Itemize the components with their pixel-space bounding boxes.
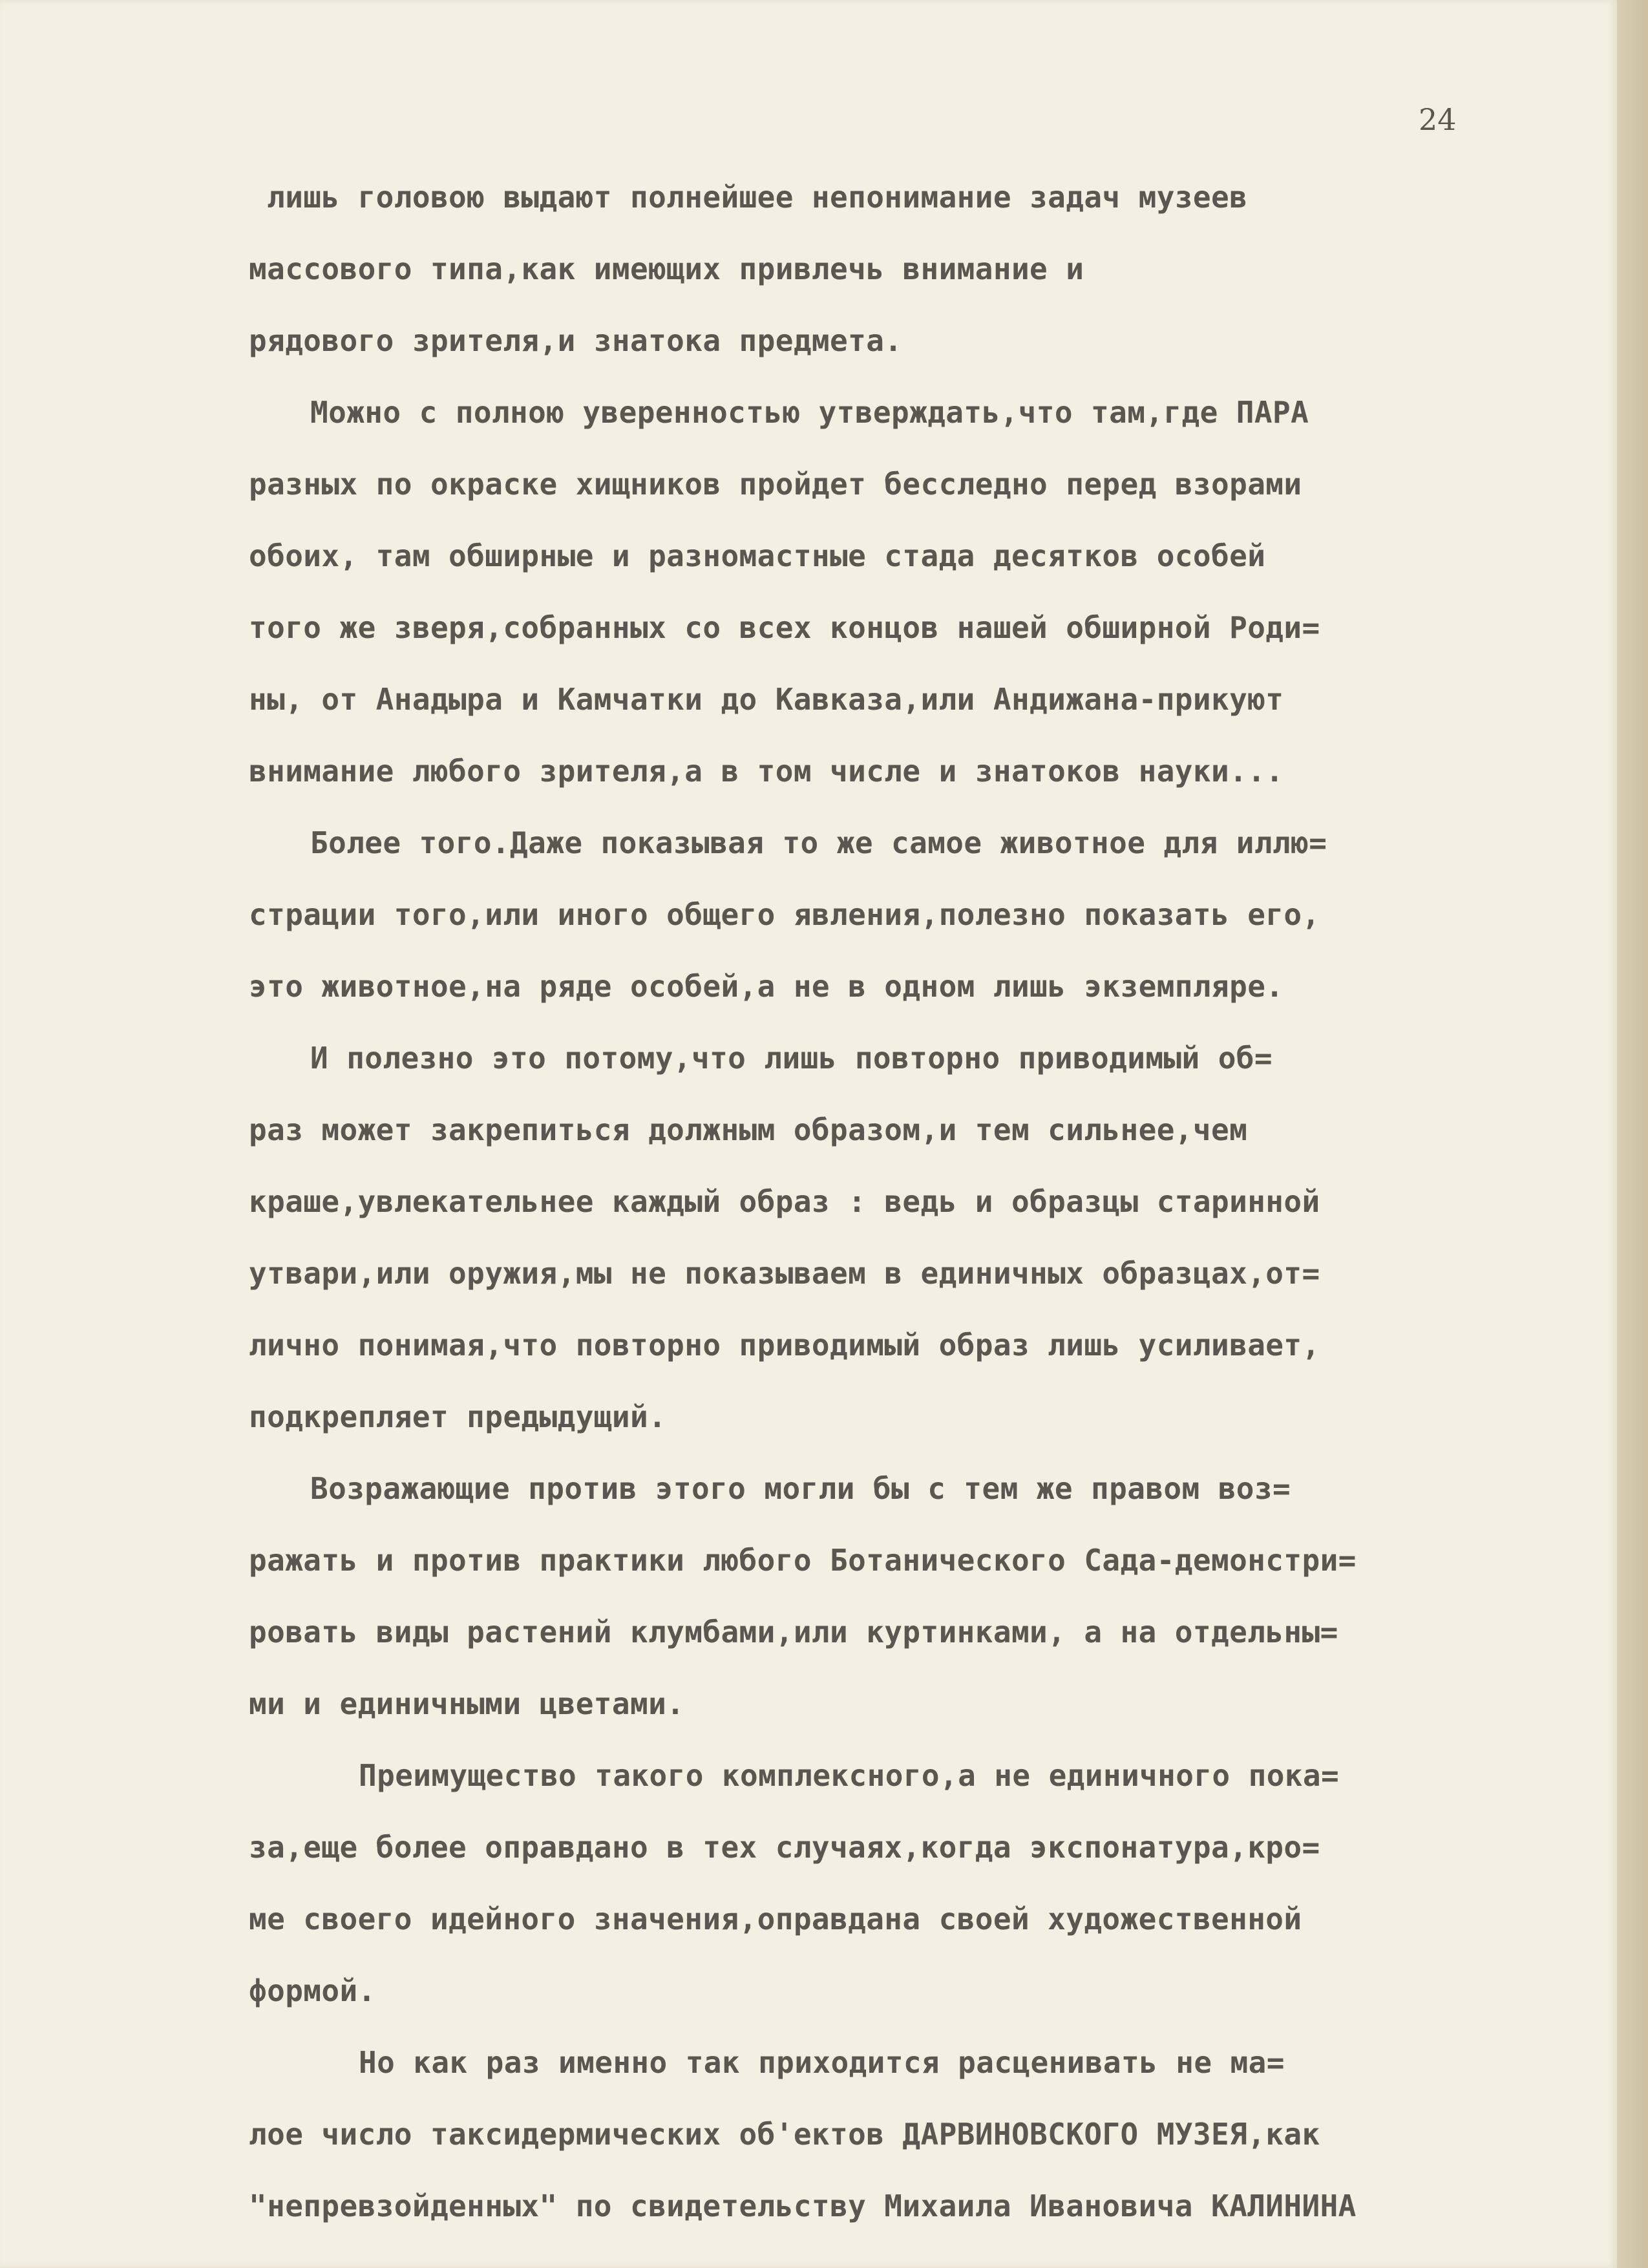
text-line: рядового зрителя,и знатока предмета. [249,323,903,358]
text-line: за,еще более оправдано в тех случаях,когда экспонатура,кро= [249,1830,1320,1865]
text-line: ми и единичными цветами. [249,1686,685,1721]
text-line: формой. [249,1973,376,2008]
page-number: 24 [1419,102,1457,137]
text-line: Но как раз именно так приходится расценивать не ма= [359,2045,1285,2080]
text-line: ме своего идейного значения,оправдана своей художественной [249,1902,1302,1936]
text-line: того же зверя,собранных со всех концов нашей обширной Роди= [249,610,1320,645]
text-line: Можно с полною уверенностью утверждать,что там,где ПАРА [310,395,1309,430]
text-line: массового типа,как имеющих привлечь внимание и [249,251,1084,286]
text-line: внимание любого зрителя,а в том числе и знатоков науки... [249,754,1284,789]
text-line: лишь головою выдают полнейшее непонимание задач музеев [249,180,1248,215]
page-edge [1617,0,1648,2268]
text-line: лое число таксидермических об'ектов ДАРВИНОВСКОГО МУЗЕЯ,как [249,2117,1320,2152]
text-line: ны, от Анадыра и Камчатки до Кавказа,или Андижана-прикуют [249,682,1284,717]
text-line: ражать и против практики любого Ботанического Сада-демонстри= [249,1543,1357,1578]
text-line: И полезно это потому,что лишь повторно приводимый об= [310,1041,1273,1076]
text-line: страции того,или иного общего явления,полезно показать его, [249,897,1320,932]
text-line: Преимущество такого комплексного,а не единичного пока= [359,1758,1340,1793]
text-line: лично понимая,что повторно приводимый образ лишь усиливает, [249,1328,1320,1362]
text-line: раз может закрепиться должным образом,и тем сильнее,чем [249,1112,1248,1147]
text-line: обоих, там обширные и разномастные стада десятков особей [249,538,1266,573]
text-line: это животное,на ряде особей,а не в одном лишь экземпляре. [249,969,1284,1004]
text-line: Возражающие против этого могли бы с тем же правом воз= [310,1471,1291,1506]
text-line: "непревзойденных" по свидетельству Михаила Ивановича КАЛИНИНА [249,2189,1357,2223]
text-line: краше,увлекательнее каждый образ : ведь и образцы старинной [249,1184,1320,1219]
text-line: Более того.Даже показывая то же самое животное для иллю= [310,825,1327,860]
typewritten-text [249,162,1541,2242]
text-line: разных по окраске хищников пройдет бесследно перед взорами [249,467,1302,502]
text-line: утвари,или оружия,мы не показываем в единичных образцах,от= [249,1256,1320,1291]
text-line: подкрепляет предыдущий. [249,1399,667,1434]
text-line: ровать виды растений клумбами,или куртинками, а на отдельны= [249,1615,1338,1649]
